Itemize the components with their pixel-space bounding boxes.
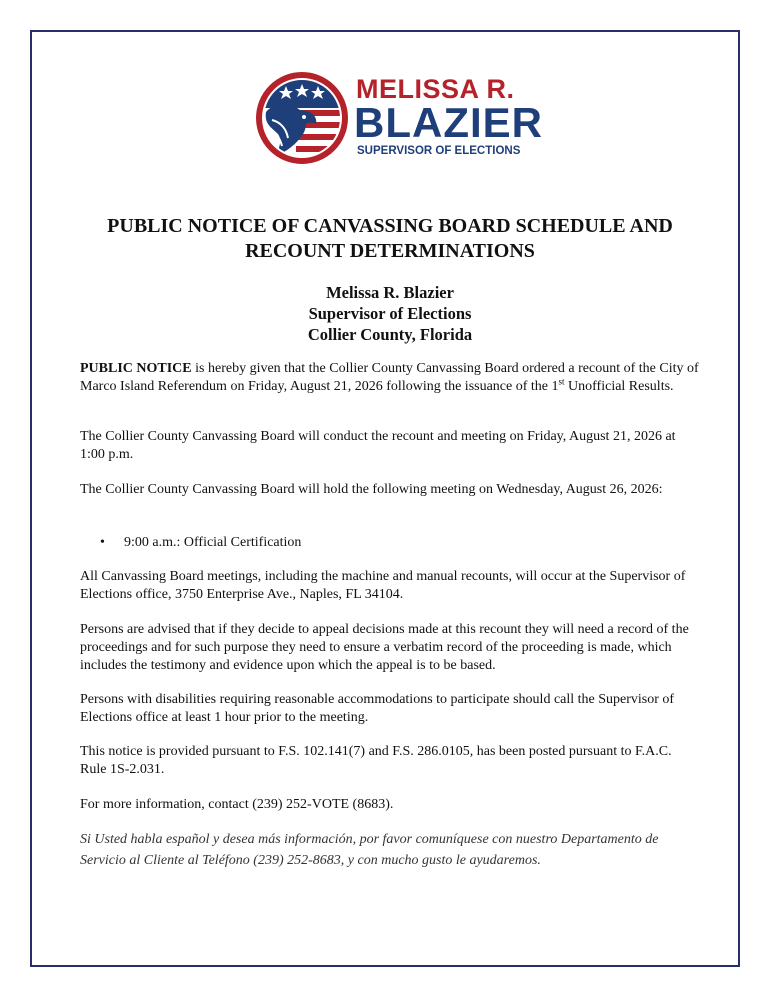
paragraph-meeting-location: All Canvassing Board meetings, including the machine and manual recounts, will occur at the Supervisor of Elections office, 3750 Enterprise Ave., Naples, FL 34104. [80, 569, 686, 602]
paragraph-appeal-advice: Persons are advised that if they decide to appeal decisions made at this recount they will need a record of the proceedings and for such purpose they need to ensure a verbatim record of the proceeding is made, which includes the testimony and evidence upon which the appeal is to be based. [80, 622, 689, 673]
author-name: Melissa R. Blazier [326, 283, 454, 302]
author-block [60, 282, 720, 345]
ordinal-suffix: st [558, 376, 565, 387]
logo-name-last: BLAZIER [354, 99, 543, 146]
document-title [60, 214, 720, 264]
logo-tagline: SUPERVISOR OF ELECTIONS [357, 145, 521, 157]
list-item [100, 534, 301, 552]
supervisor-logo [256, 72, 543, 167]
title-line-1: PUBLIC NOTICE OF CANVASSING BOARD SCHEDULE AND [107, 215, 673, 237]
public-notice-text: is hereby given that the Collier County Canvassing Board ordered a recount of the City of Marco Island Referendum on Friday, August 21, 2026 following the issuance of the 1 [80, 361, 699, 394]
public-notice-lead: PUBLIC NOTICE [80, 361, 192, 376]
paragraph-recount-meeting: The Collier County Canvassing Board will conduct the recount and meeting on Friday, August 21, 2026 at 1:00 p.m. [80, 429, 676, 462]
bullet-icon: • [100, 535, 105, 550]
paragraph-public-notice [80, 360, 700, 396]
paragraph-legal-basis: This notice is provided pursuant to F.S. 102.141(7) and F.S. 286.0105, has been posted pursuant to F.A.C. Rule 1S-2.031. [80, 744, 672, 777]
paragraph-following-meeting: The Collier County Canvassing Board will hold the following meeting on Wednesday, August 26, 2026: [80, 482, 663, 497]
list-item-text: 9:00 a.m.: Official Certification [124, 535, 302, 550]
author-county: Collier County, Florida [307, 325, 473, 344]
paragraph-accessibility: Persons with disabilities requiring reasonable accommodations to participate should call the Supervisor of Elections office at least 1 hour prior to the meeting. [80, 692, 675, 725]
title-line-2: RECOUNT DETERMINATIONS [245, 240, 535, 262]
logo-name-first: MELISSA R. [356, 74, 515, 104]
public-notice-text-end: Unofficial Results. [564, 379, 674, 394]
author-role: Supervisor of Elections [308, 304, 472, 323]
paragraph-contact: For more information, contact (239) 252-VOTE (8683). [80, 797, 394, 812]
paragraph-spanish-notice: Si Usted habla español y desea más información, por favor comuníquese con nuestro Departamento de Servicio al Cliente al Teléfono (239) 252-8683, y con mucho gusto le ayudaremos. [80, 832, 659, 868]
eagle-flag-seal-icon [256, 72, 348, 164]
